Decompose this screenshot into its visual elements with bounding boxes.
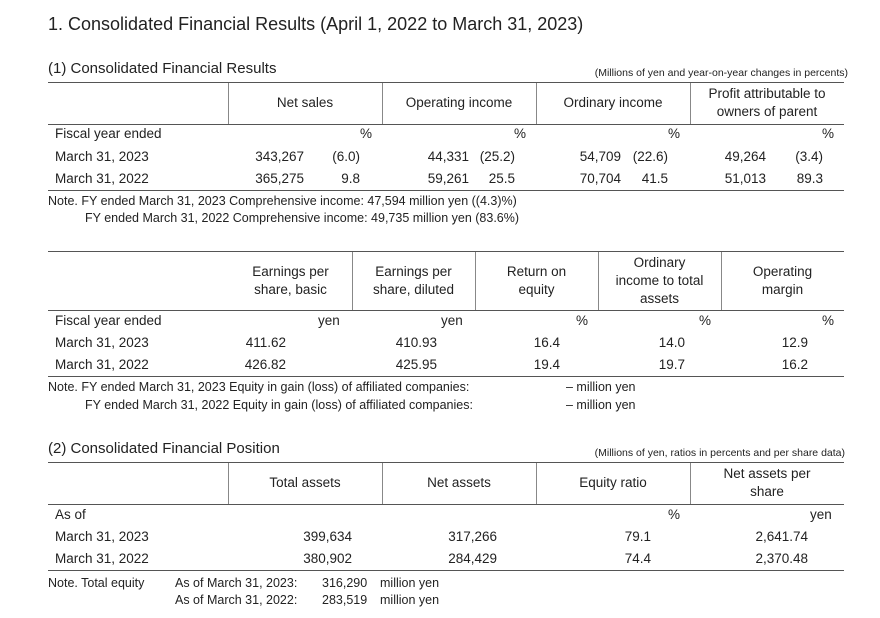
operating-income-change: 25.5 [488,171,515,186]
row-label: March 31, 2023 [55,335,149,350]
equity-gain-note-2023: Note. FY ended March 31, 2023 Equity in gain (loss) of affiliated companies: [48,380,470,394]
page-title: 1. Consolidated Financial Results (April 1, 2022 to March 31, 2023) [48,14,584,34]
total-equity-note-label: Note. Total equity [48,576,145,590]
row-unit-label: Fiscal year ended [55,313,162,328]
header-eps-diluted-line1: Earnings per [375,264,452,279]
header-operating-margin [721,263,844,299]
header-net-assets-per-share [690,465,844,501]
net-assets-per-share-value: 2,370.48 [755,551,808,566]
total-equity-unit-2023: million yen [380,576,440,590]
pct-unit: % [576,313,589,328]
table-rule [48,462,844,463]
header-eps-basic [229,263,352,299]
equity-gain-note-2022: FY ended March 31, 2022 Equity in gain (loss) of affiliated companies: [85,398,473,412]
ordinary-income-to-assets-value: 19.7 [658,357,685,372]
operating-income-value: 59,261 [427,171,469,186]
roe-value: 16.4 [533,335,560,350]
net-sales-change: 9.8 [341,171,360,186]
comprehensive-income-note-2023: Note. FY ended March 31, 2023 Comprehensive income: 47,594 million yen ((4.3)%) [48,194,517,208]
total-assets-value: 399,634 [303,529,352,544]
ordinary-income-change: (22.6) [632,149,668,164]
row-label: March 31, 2023 [55,529,149,544]
roe-value: 19.4 [533,357,560,372]
pct-unit: % [514,126,527,141]
profit-change: (3.4) [795,149,823,164]
table-rule [48,504,844,505]
header-ordinary-income-to-assets [598,254,721,308]
header-net-assets: Net assets [427,475,491,490]
net-sales-value: 343,267 [255,149,304,164]
header-profit-line2: owners of parent [716,104,818,119]
eps-diluted-value: 410.93 [395,335,437,350]
ordinary-income-value: 70,704 [579,171,621,186]
header-oita-line1: Ordinary [633,255,686,270]
pct-unit: % [668,126,681,141]
equity-gain-value-2022: – million yen [566,398,636,412]
header-equity-ratio: Equity ratio [579,475,647,490]
pct-unit: % [822,126,835,141]
results-unit-note: (Millions of yen and year-on-year changes in percents) [594,67,848,79]
header-om-line1: Operating [752,264,813,279]
profit-value: 51,013 [724,171,766,186]
total-equity-date-2022: As of March 31, 2022: [175,593,298,607]
header-eps-diluted [352,263,475,299]
header-oita-line3: assets [639,291,680,306]
header-roe [475,263,598,299]
header-eps-basic-line2: share, basic [254,282,327,297]
operating-income-change: (25.2) [479,149,515,164]
ordinary-income-value: 54,709 [579,149,621,164]
header-operating-income: Operating income [405,95,513,110]
total-equity-date-2023: As of March 31, 2023: [175,576,298,590]
operating-margin-value: 12.9 [781,335,808,350]
equity-ratio-value: 79.1 [624,529,651,544]
header-naps-line2: share [750,484,784,499]
pct-unit: % [822,313,835,328]
equity-gain-value-2023: – million yen [566,380,636,394]
ordinary-income-change: 41.5 [641,171,668,186]
eps-diluted-value: 425.95 [395,357,437,372]
table-rule [48,190,844,191]
table-rule [48,124,844,125]
table-rule [48,570,844,571]
header-naps-line1: Net assets per [723,466,811,481]
yen-unit: yen [441,313,463,328]
row-unit-label: Fiscal year ended [55,126,162,141]
table-rule [48,251,844,252]
table-rule [48,310,844,311]
pct-unit: % [668,507,681,522]
header-roe-line1: Return on [506,264,567,279]
row-label: March 31, 2022 [55,357,149,372]
position-unit-note: (Millions of yen, ratios in percents and per share data) [594,447,845,459]
total-equity-value-2022: 283,519 [322,593,368,607]
table-rule [48,82,844,83]
equity-ratio-value: 74.4 [624,551,651,566]
eps-basic-value: 411.62 [245,335,286,350]
row-label: March 31, 2023 [55,149,149,164]
table-rule [48,376,844,377]
header-oita-line2: income to total [615,273,704,288]
row-unit-label: As of [55,507,86,522]
header-roe-line2: equity [518,282,555,297]
header-net-sales: Net sales [276,95,334,110]
total-equity-value-2023: 316,290 [322,576,368,590]
net-assets-value: 317,266 [448,529,497,544]
yen-unit: yen [810,507,832,522]
header-total-assets: Total assets [269,475,341,490]
comprehensive-income-note-2022: FY ended March 31, 2022 Comprehensive income: 49,735 million yen (83.6%) [85,211,520,225]
pct-unit: % [360,126,373,141]
header-eps-basic-line1: Earnings per [252,264,329,279]
profit-change: 89.3 [796,171,823,186]
profit-value: 49,264 [724,149,766,164]
section-heading-position: (2) Consolidated Financial Position [48,440,280,457]
total-assets-value: 380,902 [303,551,352,566]
pct-unit: % [699,313,712,328]
header-eps-diluted-line2: share, diluted [372,282,455,297]
ordinary-income-to-assets-value: 14.0 [658,335,685,350]
operating-margin-value: 16.2 [781,357,808,372]
net-assets-per-share-value: 2,641.74 [755,529,808,544]
header-ordinary-income: Ordinary income [563,95,663,110]
header-profit [690,85,844,121]
operating-income-value: 44,331 [427,149,469,164]
header-om-line2: margin [761,282,804,297]
eps-basic-value: 426.82 [244,357,286,372]
total-equity-unit-2022: million yen [380,593,440,607]
net-sales-change: (6.0) [332,149,360,164]
header-profit-line1: Profit attributable to [708,86,826,101]
row-label: March 31, 2022 [55,171,149,186]
row-label: March 31, 2022 [55,551,149,566]
net-sales-value: 365,275 [255,171,304,186]
yen-unit: yen [318,313,340,328]
section-heading-results: (1) Consolidated Financial Results [48,60,277,77]
net-assets-value: 284,429 [448,551,497,566]
